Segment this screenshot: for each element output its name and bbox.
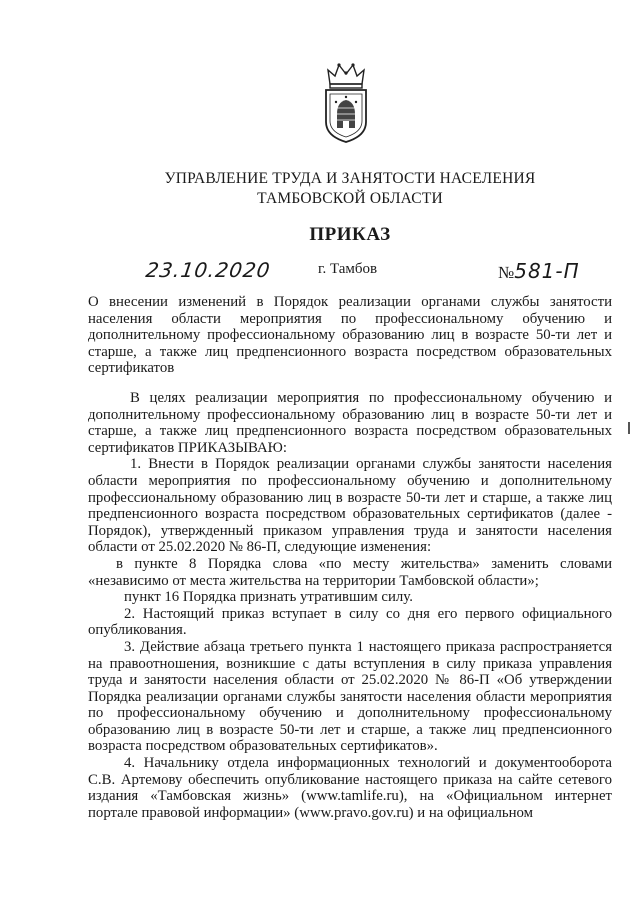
item-2-paragraph: 2. Настоящий приказ вступает в силу со дня его первого официального опубликования. bbox=[88, 605, 612, 639]
handwritten-date: 23.10.2020 bbox=[144, 258, 273, 282]
item-1-sub-a-paragraph: в пункте 8 Порядка слова «по месту жительства» заменить словами «независимо от места жительства на территории Тамбовской области»; bbox=[88, 555, 612, 589]
coat-of-arms-icon bbox=[322, 62, 370, 144]
scan-artifact-mark bbox=[628, 422, 630, 434]
handwritten-number: 581-П bbox=[514, 259, 580, 283]
order-body bbox=[88, 390, 612, 821]
document-type-title: ПРИКАЗ bbox=[309, 224, 391, 245]
organization-name-line1: УПРАВЛЕНИЕ ТРУДА И ЗАНЯТОСТИ НАСЕЛЕНИЯ bbox=[164, 170, 536, 187]
document-number bbox=[498, 259, 580, 283]
item-1-sub-b-paragraph: пункт 16 Порядка признать утратившим силу. bbox=[124, 589, 413, 606]
number-sign: № bbox=[498, 263, 515, 282]
item-3-paragraph: 3. Действие абзаца третьего пункта 1 настоящего приказа распространяется на правоотношения, возникшие с даты вступления в силу приказа управления труда и занятости населения области от 25.02.2020 № 86-П «Об утверждении Порядка реализации органами службы занятости населения области мероприятия по профессиональному обучению и дополнительному профессиональному образованию лиц в возрасте 50-ти лет и старше, а также лиц предпенсионного возраста посредством образовательных сертификатов». bbox=[88, 638, 612, 755]
preamble-paragraph: В целях реализации мероприятия по профессиональному обучению и дополнительному профессиональному образованию лиц в возрасте 50-ти лет и старше, а также лиц предпенсионного возраста посредством образовательных сертификатов ПРИКАЗЫВАЮ: bbox=[88, 390, 612, 456]
item-4-paragraph: 4. Начальнику отдела информационных технологий и документооборота С.В. Артемову обеспечить опубликование настоящего приказа на сайте сетевого издания «Тамбовская жизнь» (www.tamlife.ru), на «Официальном интернет портале правовой информации» (www.pravo.gov.ru) и на официальном bbox=[88, 755, 612, 821]
organization-name-line2: ТАМБОВСКОЙ ОБЛАСТИ bbox=[257, 190, 443, 207]
order-subject: О внесении изменений в Порядок реализации органами службы занятости населения области мероприятия по профессиональному обучению и дополнительному профессиональному образованию лиц в возрасте 50-ти лет и старше, а также лиц предпенсионного возраста посредством образовательных сертификатов bbox=[88, 294, 612, 377]
item-1-paragraph: 1. Внести в Порядок реализации органами службы занятости населения области мероприятия по профессиональному обучению и дополнительному профессиональному образованию лиц в возрасте 50-ти лет и старше, а также лиц предпенсионного возраста посредством образовательных сертификатов (далее - Порядок), утвержденный приказом управления труда и занятости населения области от 25.02.2020 № 86-П, следующие изменения: bbox=[88, 456, 612, 556]
city-label: г. Тамбов bbox=[318, 261, 378, 277]
